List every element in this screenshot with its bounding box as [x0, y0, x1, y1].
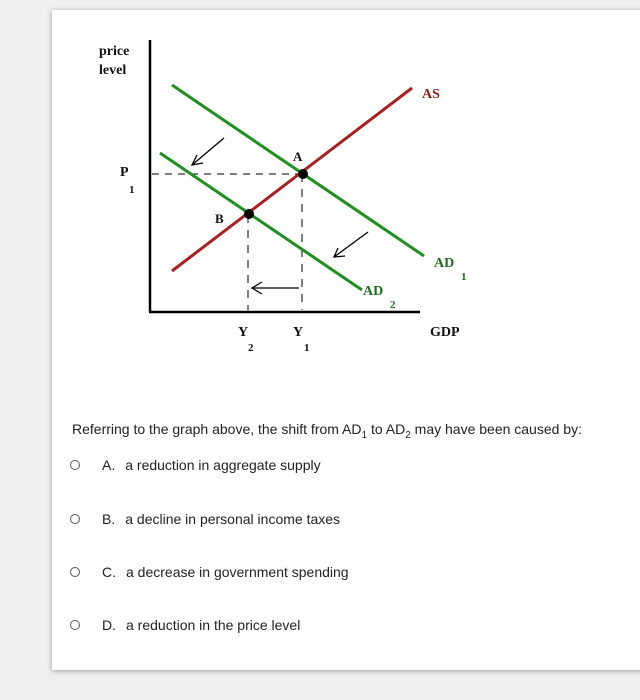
question-text: [72, 421, 582, 441]
radio-option-d[interactable]: [70, 620, 80, 630]
ad2-label: AD: [363, 284, 384, 299]
y1-label-sub: 1: [304, 342, 310, 354]
question-sub-2: 2: [405, 429, 411, 441]
option-b[interactable]: [70, 511, 340, 527]
question-suffix: may have been caused by:: [410, 421, 582, 437]
as-label: AS: [422, 87, 440, 102]
y1-label: Y: [293, 325, 304, 340]
y-axis-label-level: level: [99, 63, 127, 78]
p1-label: P: [120, 165, 129, 180]
question-sub-1: 1: [361, 429, 368, 441]
y-axis-label-price: price: [99, 44, 130, 59]
option-b-letter: B.: [102, 511, 116, 527]
radio-option-c[interactable]: [70, 567, 80, 577]
ad1-label-sub: 1: [461, 271, 467, 283]
y2-label: Y: [238, 325, 249, 340]
option-a-text: a reduction in aggregate supply: [125, 457, 321, 473]
radio-option-b[interactable]: [70, 514, 80, 524]
ad2-label-sub: 2: [390, 299, 396, 311]
point-a-label: A: [293, 149, 303, 164]
option-a[interactable]: [70, 457, 321, 473]
point-b-marker: [244, 209, 254, 219]
x-axis-label-gdp: GDP: [430, 325, 460, 340]
point-b-label: B: [215, 211, 224, 226]
ad-as-graph: [52, 10, 640, 400]
question-middle: to AD: [367, 421, 406, 437]
question-prefix: Referring to the graph above, the shift from AD: [72, 421, 362, 437]
option-c-text: a decrease in government spending: [126, 564, 349, 580]
radio-option-a[interactable]: [70, 460, 80, 470]
p1-label-sub: 1: [129, 184, 135, 196]
question-card: [52, 10, 640, 670]
output-decrease-arrow-icon: [252, 282, 299, 294]
option-d[interactable]: [70, 617, 300, 633]
point-a-marker: [298, 169, 308, 179]
option-a-letter: A.: [102, 457, 116, 473]
option-c-letter: C.: [102, 564, 116, 580]
shift-arrow-lower-icon: [334, 232, 368, 257]
ad1-label: AD: [434, 256, 455, 271]
ad1-curve: [172, 85, 424, 256]
option-c[interactable]: [70, 564, 349, 580]
option-d-letter: D.: [102, 617, 116, 633]
shift-arrow-upper-icon: [192, 138, 224, 165]
option-d-text: a reduction in the price level: [126, 617, 301, 633]
y2-label-sub: 2: [248, 342, 254, 354]
option-b-text: a decline in personal income taxes: [125, 511, 341, 527]
